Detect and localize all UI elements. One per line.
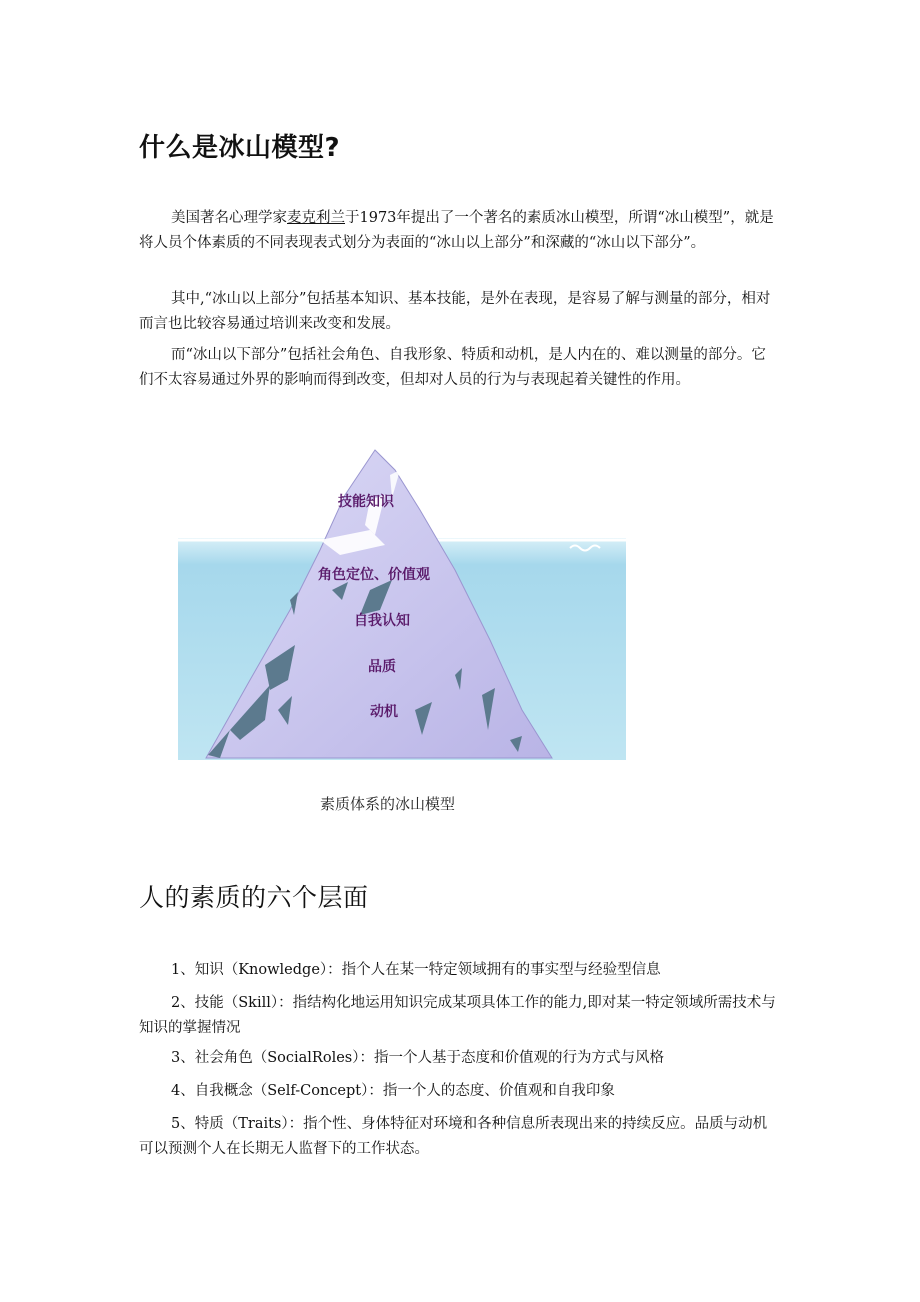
iceberg-label: 角色定位、价值观 <box>318 567 430 583</box>
paragraph: 而“冰山以下部分”包括社会角色、自我形象、特质和动机，是人内在的、难以测量的部分。它们不太容易通过外界的影响而得到改变，但却对人员的行为与表现起着关键性的作用。 <box>139 347 766 388</box>
paragraph-text: 于1973年提出了一个著名的素质冰山模型，所谓“冰山模型”，就是将人员个体素质的不同表现表式划分为表面的“冰山以上部分”和深藏的“冰山以下部分”。 <box>139 210 774 251</box>
iceberg-label: 动机 <box>370 704 398 720</box>
list-item: 5、特质（Traits）：指个性、身体特征对环境和各种信息所表现出来的持续反应。品质与动机可以预测个人在长期无人监督下的工作状态。 <box>139 1116 768 1157</box>
iceberg-label: 技能知识 <box>338 494 394 510</box>
section-title: 人的素质的六个层面 <box>139 883 369 912</box>
list-item: 2、技能（Skill）：指结构化地运用知识完成某项具体工作的能力,即对某一特定领域所需技术与知识的掌握情况 <box>139 995 776 1036</box>
section-title: 什么是冰山模型? <box>139 133 341 163</box>
paragraph: 其中,“冰山以上部分”包括基本知识、基本技能，是外在表现，是容易了解与测量的部分，相对而言也比较容易通过培训来改变和发展。 <box>139 291 771 332</box>
iceberg-label: 品质 <box>368 659 396 675</box>
list-item: 4、自我概念（Self-Concept）：指一个人的态度、价值观和自我印象 <box>171 1083 615 1099</box>
figure-caption: 素质体系的冰山模型 <box>320 795 456 813</box>
iceberg-label: 自我认知 <box>354 613 410 629</box>
iceberg-figure <box>170 440 630 770</box>
paragraph <box>139 206 779 256</box>
paragraph-text: 美国著名心理学家 <box>171 210 287 226</box>
list-item: 1、知识（Knowledge）：指个人在某一特定领域拥有的事实型与经验型信息 <box>171 962 661 978</box>
person-link[interactable]: 麦克利兰 <box>287 210 345 226</box>
list-item: 3、社会角色（SocialRoles）：指一个人基于态度和价值观的行为方式与风格 <box>171 1050 664 1066</box>
